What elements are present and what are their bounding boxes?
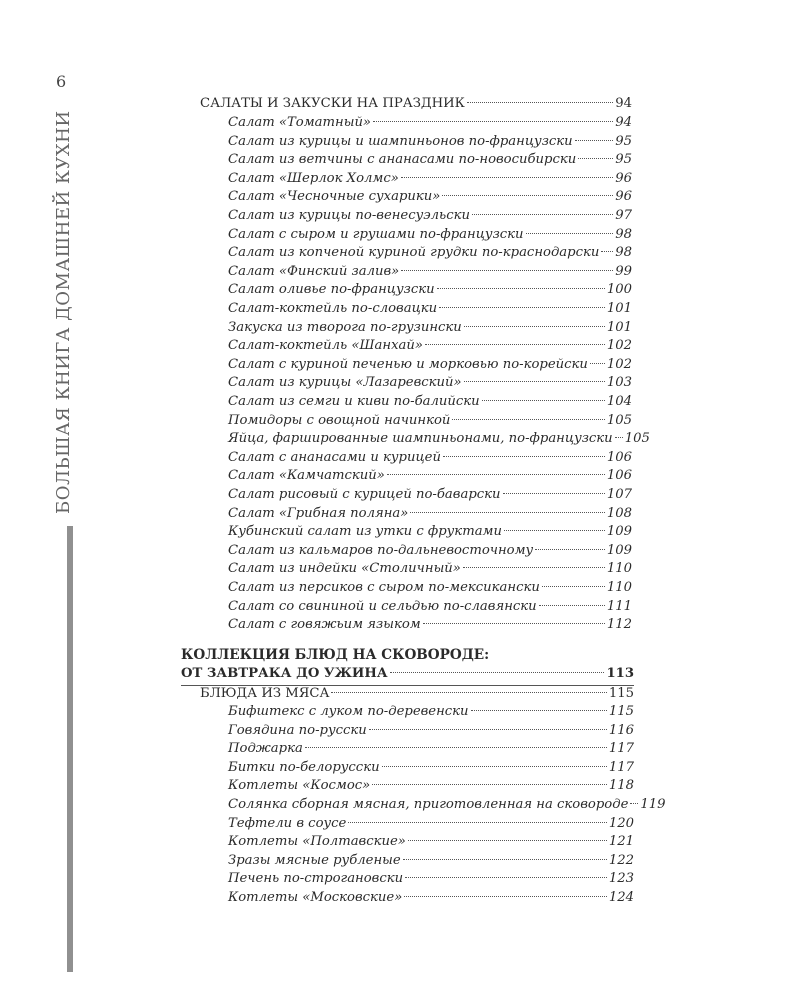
toc-entry[interactable] [228,506,632,525]
leader-dots [401,270,613,271]
toc-entry-page: 106 [606,449,632,465]
toc-entry-page: 101 [606,301,632,316]
toc-entry[interactable] [228,487,632,506]
toc-entry-page: 107 [606,487,632,502]
toc-section-heading[interactable] [200,96,632,115]
toc-entry-page: 95 [615,133,632,149]
toc-entry-page: 96 [615,189,632,205]
toc-entry-title: Котлеты «Космос» [228,778,371,794]
toc-part-title: КОЛЛЕКЦИЯ БЛЮД НА СКОВОРОДЕ: [181,647,490,663]
toc-entry-page: 110 [606,580,632,595]
toc-entry-page: 94 [615,115,632,130]
toc-entry-title: Салат с говяжьим языком [228,617,421,633]
toc-entry[interactable] [228,543,632,562]
toc-entry-page: 119 [640,797,666,812]
toc-entry-title: Тефтели в соусе [228,815,347,831]
leader-dots [539,605,605,606]
toc-entry-title: Кубинский салат из утки с фруктами [228,524,502,540]
leader-dots [601,251,613,252]
toc-entry-page: 120 [608,815,634,831]
leader-dots [372,784,607,785]
toc-entry-page: 109 [606,542,632,558]
toc-entry-page: 122 [608,852,634,868]
toc-entry[interactable] [228,760,634,779]
toc-entry-title: Помидоры с овощной начинкой [228,412,451,428]
leader-dots [575,140,614,141]
toc-entry-title: Салат из индейки «Столичный» [228,561,461,577]
toc-entry[interactable] [228,741,634,760]
toc-entry-page: 103 [606,375,632,391]
toc-entry[interactable] [228,301,632,320]
toc-entry-page: 98 [615,245,632,261]
leader-dots [373,121,613,122]
leader-dots [578,158,613,159]
toc-entry[interactable] [228,816,634,835]
toc-entry-page: 100 [606,282,632,298]
side-bar [67,526,73,972]
toc-entry-title: Салат «Финский залив» [228,263,400,279]
toc-entry-page: 105 [624,431,650,447]
toc-entry-title: Битки по-белорусски [228,759,380,775]
toc-subsection-title: БЛЮДА ИЗ МЯСА [200,686,330,701]
toc-part-heading[interactable] [181,666,634,686]
leader-dots [305,747,607,748]
toc-entry-title: Салат «Камчатский» [228,468,385,484]
toc-entry[interactable] [228,208,632,227]
toc-entry-title: Салат-коктейль «Шанхай» [228,338,423,354]
toc-entry-title: Салат со свининой и сельдью по-славянски [228,598,537,614]
side-title: БОЛЬШАЯ КНИГА ДОМАШНЕЙ КУХНИ [53,110,74,514]
toc-entry-title: Бифштекс с луком по-деревенски [228,704,469,719]
toc-entry[interactable] [228,561,632,580]
leader-dots [526,233,614,234]
toc-entry-page: 97 [615,208,632,223]
page-number: 6 [56,72,67,91]
leader-dots [472,214,613,215]
toc-entry-title: Салат рисовый с курицей по-баварски [228,487,501,502]
toc-entry[interactable] [228,450,632,469]
toc-entry[interactable] [228,264,632,283]
toc-entry[interactable] [228,357,632,376]
leader-dots [482,400,605,401]
leader-dots [405,877,607,878]
toc-entry[interactable] [228,152,632,171]
leader-dots [535,549,605,550]
toc-section-title: САЛАТЫ И ЗАКУСКИ НА ПРАЗДНИК [200,96,465,111]
toc-entry[interactable] [228,282,632,301]
toc-entry[interactable] [228,394,632,413]
leader-dots [387,474,605,475]
toc-entry-title: Салат из курицы и шампиньонов по-французски [228,133,573,149]
toc-entry-page: 106 [606,468,632,484]
toc-entry[interactable] [228,320,632,339]
leader-dots [437,288,605,289]
leader-dots [423,623,605,624]
toc-entry[interactable] [228,871,634,890]
toc-part-page: 113 [606,666,634,681]
leader-dots [401,177,613,178]
toc-entry[interactable] [228,524,632,543]
toc-entry[interactable] [228,890,634,909]
toc-entry[interactable] [228,797,666,816]
toc-entry[interactable] [228,245,632,264]
leader-dots [425,344,605,345]
leader-dots [404,896,607,897]
toc-entry-page: 116 [608,722,634,738]
toc-entry-page: 121 [608,834,634,850]
leader-dots [503,493,605,494]
toc-entry-page: 95 [615,152,632,168]
leader-dots [443,456,605,457]
toc-entry[interactable] [228,115,632,134]
toc-entry-title: Зразы мясные рубленые [228,852,401,868]
toc-entry-title: Салат «Чесночные сухарики» [228,189,441,205]
toc-entry-title: Котлеты «Полтавские» [228,834,406,850]
toc-entry-page: 118 [608,778,634,794]
toc-entry-title: Поджарка [228,741,303,757]
leader-dots [390,672,605,673]
toc-entry[interactable] [228,853,634,872]
toc-entry-title: Салат из персиков с сыром по-мексикански [228,580,540,595]
toc-entry-page: 123 [608,871,634,887]
leader-dots [504,530,605,531]
toc-subsection-page: 115 [608,686,634,701]
toc-entry[interactable] [228,723,634,742]
leader-dots [471,710,607,711]
toc-entry-page: 99 [615,263,632,279]
toc-entry-page: 105 [606,412,632,428]
toc-entry-title: Салат с сыром и грушами по-французски [228,226,524,242]
toc-entry[interactable] [228,413,632,432]
toc-entry-page: 124 [608,890,634,905]
toc-entry[interactable] [228,171,632,190]
leader-dots [452,419,604,420]
leader-dots [408,840,607,841]
toc-entry-title: Солянка сборная мясная, приготовленная на сковороде [228,797,629,812]
toc-entry-title: Салат «Шерлок Холмс» [228,170,399,186]
leader-dots [467,102,613,103]
toc-entry[interactable] [228,338,632,357]
toc-entry-title: Яйца, фаршированные шампиньонами, по-французски [228,431,613,447]
toc-entry[interactable] [228,375,632,394]
toc-entry-page: 96 [615,170,632,186]
toc-entry-page: 109 [606,524,632,540]
leader-dots [615,437,623,438]
toc-entry[interactable] [228,468,632,487]
leader-dots [439,307,605,308]
toc-entry-page: 104 [606,394,632,409]
toc-entry-title: Закуска из творога по-грузински [228,319,462,335]
leader-dots [463,567,605,568]
toc-entry[interactable] [228,834,634,853]
toc-entry-title: Салат с куриной печенью и морковью по-корейски [228,356,588,372]
toc-entry-page: 102 [606,356,632,372]
toc-entry-page: 117 [608,741,634,757]
toc-entry-page: 101 [606,319,632,335]
leader-dots [331,692,606,693]
toc-subsection-heading[interactable] [200,686,634,705]
leader-dots [442,195,613,196]
toc-entry-title: Салат-коктейль по-словацки [228,301,438,316]
toc-entry-title: Салат из семги и киви по-балийски [228,394,480,409]
toc-entry-page: 111 [606,598,632,614]
toc-entry[interactable] [228,599,632,618]
toc-entry[interactable] [228,431,650,450]
toc-entry[interactable] [228,617,632,636]
toc-entry-title: Салат «Грибная поляна» [228,505,409,521]
toc-entry-page: 98 [615,226,632,242]
toc-entry-title: Салат из кальмаров по-дальневосточному [228,542,534,558]
toc-entry-title: Салат «Томатный» [228,115,372,130]
toc-entry-page: 112 [606,617,632,633]
leader-dots [630,803,638,804]
leader-dots [369,729,607,730]
toc-entry-page: 108 [606,505,632,521]
toc-entry-page: 115 [608,704,634,719]
toc-entry[interactable] [228,189,632,208]
leader-dots [410,512,604,513]
toc-entry-title: Салат с ананасами и курицей [228,449,441,465]
leader-dots [464,326,605,327]
leader-dots [348,822,606,823]
leader-dots [542,586,605,587]
toc-entry-title: Печень по-строгановски [228,871,404,887]
leader-dots [382,766,607,767]
toc-entry[interactable] [228,580,632,599]
toc-entry-title: Говядина по-русски [228,722,367,738]
toc-entry-page: 102 [606,338,632,354]
toc-part-title-line2: ОТ ЗАВТРАКА ДО УЖИНА [181,666,388,681]
toc-entry-title: Салат из курицы по-венесуэльски [228,208,470,223]
toc-section-page: 94 [615,96,632,111]
toc-entry[interactable] [228,227,632,246]
leader-dots [464,381,605,382]
leader-dots [590,363,605,364]
toc-entry[interactable] [228,704,634,723]
toc-entry-page: 110 [606,561,632,577]
toc-entry-page: 117 [608,759,634,775]
toc-entry[interactable] [228,778,634,797]
toc-entry-title: Салат из курицы «Лазаревский» [228,375,462,391]
leader-dots [403,859,607,860]
toc-entry[interactable] [228,134,632,153]
toc-entry-title: Салат из копченой куриной грудки по-краснодарски [228,245,600,261]
toc-entry-title: Салат оливье по-французски [228,282,435,298]
toc-entry-title: Котлеты «Московские» [228,890,403,905]
toc-entry-title: Салат из ветчины с ананасами по-новосибирски [228,152,577,168]
